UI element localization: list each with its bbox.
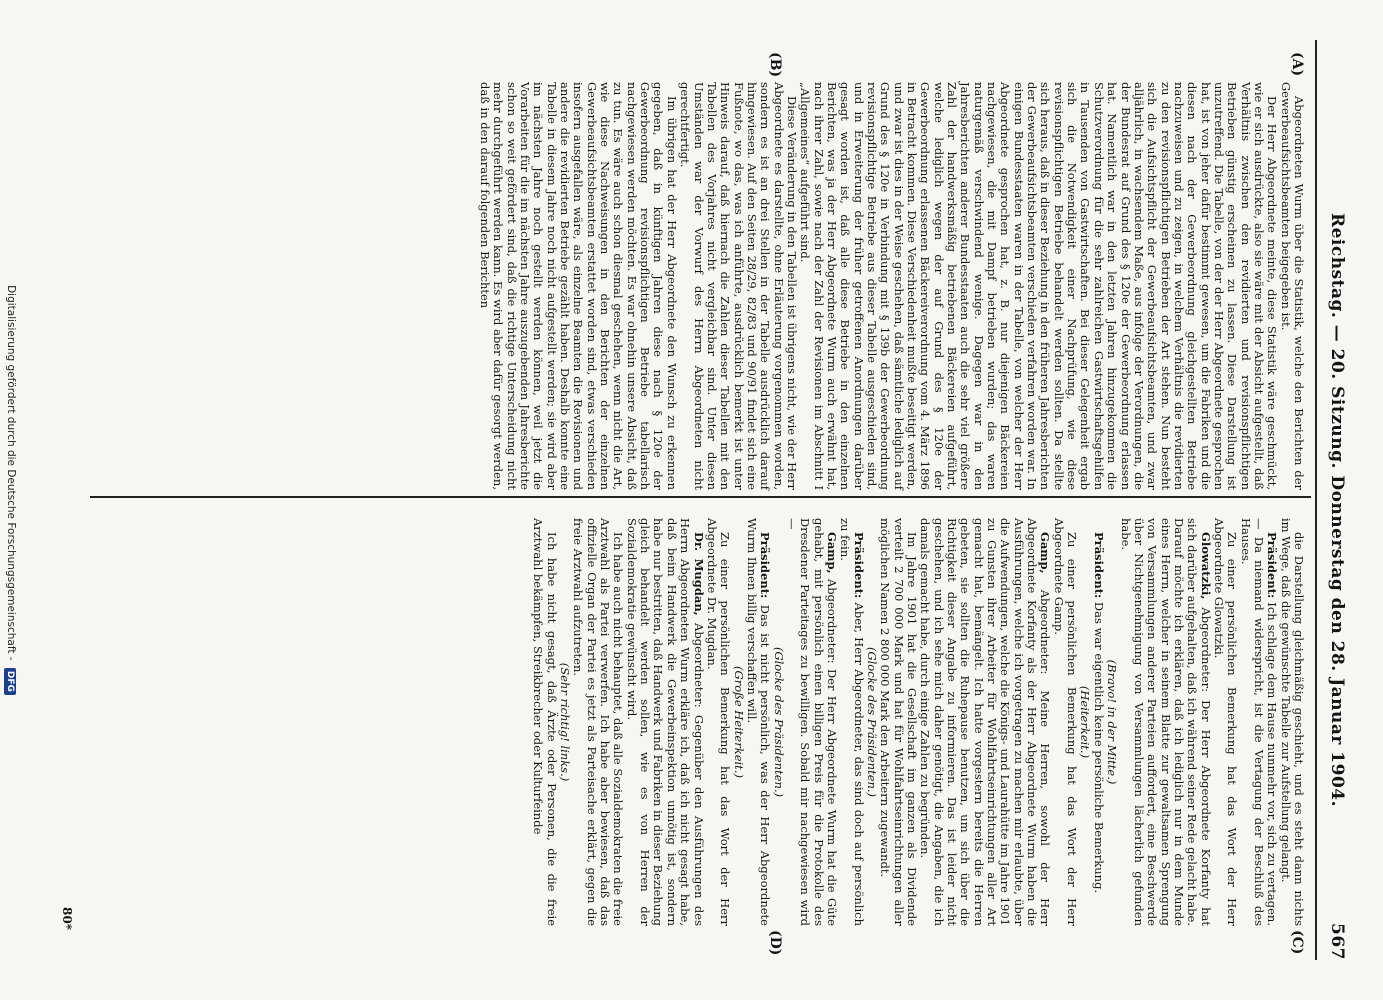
- page-number: 567: [1327, 923, 1347, 960]
- paragraph: Im übrigen hat der Herr Abgeordnete den Wunsch zu erkennen gegeben, daß in künftigen Jahren diese nach § 120e der Gewerbeordnung revisionspflichtigen Betriebe tabellarisch nachgewiesen werden möchten. Es war ohnehin unsere Absicht, daß zu tun. Es wäre auch schon diesmal geschehen, wenn nicht die Art, wie diese Nachweisungen in den Berichten der einzelnen Gewerbeaufsichtsbeamten erstattet worden sind, etwas verschieden insofern ausgefallen wäre, als einzelne Beamten die Revisionen und andere die revidierten Betriebe gezählt haben. Deshalb konnte eine Tabelle in diesem Jahre noch nicht aufgestellt werden; sie wird aber im nächsten Jahre noch gestellt werden können, weil jetzt die Vorarbeiten für die im nächsten Jahre auszugebenden Jahresberichte schon so weit gefördert sind, daß die richtige Unterscheidung nicht mehr durchgeführt werden kann. Es wird aber dafür gesorgt werden, daß in den darauf folgenden Berichten: [478, 82, 679, 490]
- paragraph-text: Zu einer persönlichen Bemerkung hat das Wort der Herr Abgeordnete Dr. Mugdan.: [704, 518, 733, 926]
- speaker-name: Präsident:: [1091, 532, 1106, 599]
- running-header: [1321, 60, 1347, 960]
- dfg-logo: DFG: [4, 668, 16, 695]
- speech-paragraph: [1118, 518, 1211, 926]
- paragraph-text: Im Jahre 1901 hat die Gesellschaft im ganzen als Dividende verteilt 2 700 000 Mark und hat für Wohlfahrtseinrichtungen aller möglichen Namen 2 800 000 Mark den Arbeitern zugewandt.: [878, 518, 920, 926]
- stage-direction: (Sehr richtig! links.): [558, 662, 573, 782]
- margin-marker-d: (D): [767, 930, 783, 956]
- digitization-credit: [4, 0, 17, 980]
- stage-direction: (Glocke des Präsidenten.): [865, 646, 879, 798]
- speaker-name: Glowatzki,: [1198, 532, 1213, 600]
- paragraph: Diese Veränderung in den Tabellen ist übrigens nicht, wie der Herr Abgeordnete es darstellte, ohne Erläuterung vorgenommen worden, sondern es ist an drei Stellen in der Tabelle ausdrücklich darauf hingewiesen. Auf den Seiten 28/29, 82/83 und 90/91 findet sich eine Fußnote, wo das, was ich anführte, ausdrücklich bemerkt ist unter Hinweis darauf, daß hiernach die Zahlen dieser Tabellen mit den Tabellen des Vorjahres nicht vergleichbar sind. Unter diesen Umständen war der Vorwurf des Herrn Abgeordneten nicht gerechtfertigt.: [678, 82, 799, 490]
- margin-marker-b: (B): [767, 52, 783, 78]
- left-text-column: [478, 82, 1305, 490]
- speech-paragraph: [1238, 518, 1278, 926]
- stage-direction: (Glocke des Präsidenten.): [771, 646, 786, 798]
- speaker-name: Präsident:: [851, 532, 866, 599]
- paragraph-text: Ich habe nicht gesagt, daß Ärzte oder Personen, die die freie Arztwahl bekämpfen, Streikbrecher oder Kulturfeinde: [531, 518, 559, 926]
- speech-paragraph: [624, 518, 704, 926]
- speaker-name: Präsident:: [758, 532, 773, 599]
- speech-paragraph: [745, 518, 772, 926]
- column-divider: [90, 496, 1311, 498]
- speech-paragraph: [918, 518, 1051, 926]
- paragraph-text: Das ist nicht persönlich, was der Herr Abgeordnete Wurm Ihnen billig verschaffen will.: [744, 518, 773, 926]
- stage-direction: (Große Heiterkeit.): [731, 666, 746, 778]
- paragraph-text: Zu einer persönlichen Bemerkung hat das Wort der Herr Abgeordnete Glowatzki.: [1211, 518, 1240, 926]
- margin-marker-c: (C): [1289, 930, 1305, 955]
- paragraph-text: Aber, Herr Abgeordneter, das sind doch auf persönlich zu fein.: [838, 518, 866, 926]
- stage-direction: (Bravo! in der Mitte.): [1105, 659, 1120, 785]
- paragraph-text: Ich schlage dem Hause nunmehr vor, sich zu vertagen. — Da niemand widerspricht, ist die Vertagung der Beschluß des Hauses.: [1238, 518, 1280, 926]
- speech-paragraph: [838, 518, 865, 926]
- right-text-column: [531, 518, 1305, 926]
- header-title: Reichstag. — 20. Sitzung. Donnerstag den 28. Januar 1904.: [1327, 212, 1347, 808]
- paragraph-text: die Darstellung gleichmäßig geschieht, und es steht dann nichts im Wege, daß die gewünschte Tabelle zur Aufstellung gelangt.: [1278, 518, 1306, 926]
- paragraph-text: Abgeordneter: Meine Herren, sowohl der Herr Abgeordnete Korfanty als der Herr Abgeordnete Wurm haben die Ausführungen, welche ich vorgetragen zu machen mir erlaubte, über die Aufwendungen, welche die Königs- und Laurahütte im Jahre 1901 zu Gunsten ihrer Arbeiter für Wohlfahrtseinrichtungen aller Art gemacht hat, bemängelt. Ich hatte vorgestern bereits die Herren gebeten, sie sollten die Ruhepause benutzen, um sich über die Richtigkeit dieser Angabe zu informieren. Das ist leider nicht geschehen, und ich sehe mich daher genötigt, die Angaben, die ich damals gemacht habe, durch einige Zahlen zu begründen.: [918, 518, 1053, 926]
- stage-direction: (Heiterkeit.): [1078, 685, 1093, 759]
- header-rule: [1315, 40, 1317, 960]
- paragraph: [705, 518, 732, 926]
- paragraph: [878, 518, 918, 926]
- paragraph: Der Herr Abgeordnete meinte, diese Statistik wäre geschmückt, wie er sich ausdrückte, also sie wäre mit der Absicht aufgestellt, daß Verhältnis zwischen den revidierten und revisionspflichtigen Betrieben günstig erscheinen zu lassen. Diese Darstellung ist unzutreffend. Die Tabelle, von der der Herr Abgeordnete gesprochen hat, ist von jeher dafür bestimmt gewesen, um die Fabriken und die diesen nach der Gewerbeordnung gleichgestellten Betriebe nachzuweisen und zu zeigen, in welchem Verhältnis die revidierten zu den revisionspflichtigen Betrieben der Art stehen. Nun besteht sich die Aufsichtspflicht der Gewerbeaufsichtsbeamten, und zwar alljährlich, in wachsendem Maße, aus infolge der Verordnungen, die der Bundesrat auf Grund des § 120e der Gewerbeordnung erlassen hat. Namentlich war in den letzten Jahren hinzugekommen die Schutzverordnung für die sehr zahlreichen Gastwirtschaftsgehilfen in Tausenden von Gastwirtschaften. Bei dieser Gelegenheit ergab sich die Notwendigkeit einer Nachprüfung, wie diese revisionspflichtigen Betriebe behandelt werden sollten. Da stellte sich heraus, daß in dieser Beziehung in den früheren Jahresberichten der Gewerbeaufsichtsbeamten verschieden verfahren worden war. In einigen Bundesstaaten waren in der Tabelle, von welcher der Herr Abgeordnete gesprochen hat, z. B. nur diejenigen Bäckereien nachgewiesen, die mit Dampf betrieben wurden; das waren naturgemäß verschwindend wenige. Dagegen war in den Jahresberichten anderer Bundesstaaten auch die sehr viel größere Zahl der handwerksmäßig betriebenen Bäckereien aufgeführt, welche lediglich wegen der auf Grund des § 120e der Gewerbeordnung erlassenen Bäckereiverordnung vom 4. März 1896 in Betracht kommen. Diese Verschiedenheit mußte beseitigt werden, und zwar ist dies in der Weise geschehen, daß sämtliche lediglich auf Grund des § 120e in Verbindung mit § 139b der Gewerbeordnung revisionspflichtige Betriebe aus dieser Tabelle ausgeschieden sind, und in Erweiterung der früher getroffenen Anordnungen darüber gesagt worden ist, daß alle diese Betriebe in den einzelnen Berichten, was ja der Herr Abgeordnete Wurm auch erwähnt hat, nach ihrer Zahl, sowie nach der Zahl der Revisionen im Abschnitt I „Allgemeines“ aufgeführt sind.: [798, 82, 1280, 490]
- paragraph-text: Abgeordneter: Der Herr Abgeordnete Korfanty hat sich darüber aufgehalten, daß ich während seiner Rede gelacht habe. Darauf möchte ich erklären, daß ich lediglich nur in dem Munde eines Herrn, welcher in seinem Blatte zur gewaltsamen Sprengung von Versammlungen anderer Parteien auffordert, eine Beschwerde über Nichtgenehmigung von Versammlungen lächerlich gefunden habe.: [1118, 518, 1213, 926]
- speech-paragraph: [785, 518, 838, 926]
- speaker-name: Gamp,: [824, 532, 839, 574]
- paragraph: [1278, 518, 1305, 926]
- paragraph-text: Abgeordneter: Gegenüber den Ausführungen des Herrn Abgeordneten Wurm erkläre ich, daß ich nicht gesagt habe, daß beim Handwerk die Gewerbeinspektion unnötig ist, sondern habe nur bestritten, daß Handwerk und Fabriken in dieser Beziehung gleich behandelt werden sollen, wie es von Herren der Sozialdemokratie gewünscht wird.: [624, 518, 706, 926]
- speaker-name: Gamp,: [1038, 532, 1053, 574]
- paragraph: [1212, 518, 1239, 926]
- paragraph: [571, 518, 624, 926]
- margin-marker-a: (A): [1289, 52, 1305, 77]
- paragraph: [1051, 518, 1078, 926]
- paragraph: [531, 518, 558, 926]
- paragraph-text: Abgeordneter: Der Herr Abgeordnete Wurm hat die Güte gehabt, mit persönlich einen billigen Preis für die Protokolle des Dresdener Parteitages zu bewilligen. Sobald mir nachgewiesen wird —: [784, 518, 839, 926]
- paragraph: Abgeordneten Wurm über die Statistik, welche den Berichten der Gewerbeaufsichtsbeamten beigegeben ist.: [1278, 82, 1306, 490]
- paragraph-text: Das war eigentlich keine persönliche Bemerkung.: [1091, 598, 1106, 894]
- credit-text: Digitalisierung gefördert durch die Deutsche Forschungsgemeinschaft -: [5, 285, 17, 661]
- speech-paragraph: [1092, 518, 1105, 926]
- speaker-name: Präsident:: [1265, 532, 1280, 599]
- bottom-page-number: 80*: [60, 907, 74, 930]
- speaker-name: Dr. Mugdan,: [691, 532, 706, 616]
- paragraph-text: Zu einer persönlichen Bemerkung hat das Wort der Herr Abgeordnete Gamp.: [1051, 518, 1080, 926]
- paragraph-text: Ich habe auch nicht behauptet, daß alle Sozialdemokraten die freie Arztwahl als Partei verwerfen. Ich habe aber bewiesen, daß das offizielle Organ der Partei es jetzt als Parteisache erklärt, gegen die freie Arztwahl aufzutreten.: [571, 518, 626, 926]
